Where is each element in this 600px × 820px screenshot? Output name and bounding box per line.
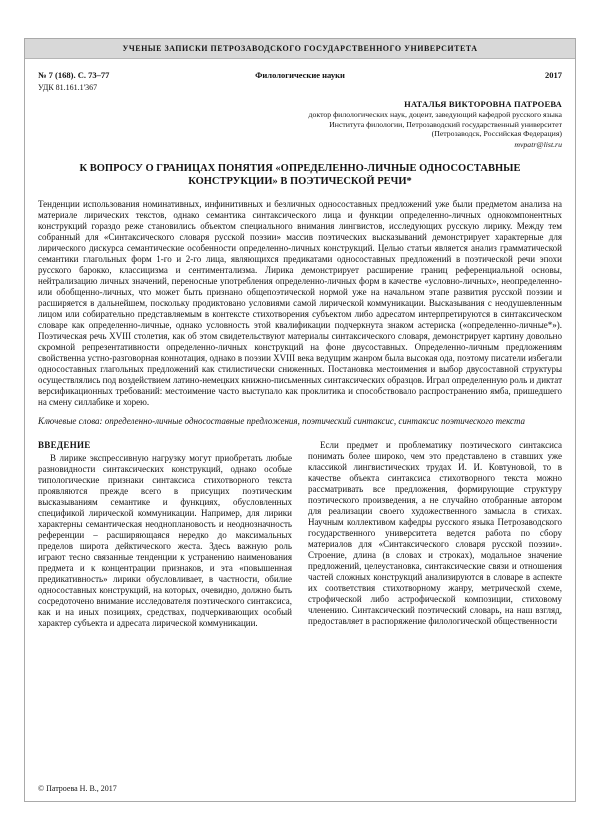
keywords-line xyxy=(38,416,562,427)
journal-title: УЧЕНЫЕ ЗАПИСКИ ПЕТРОЗАВОДСКОГО ГОСУДАРСТВЕННОГО УНИВЕРСИТЕТА xyxy=(122,44,478,53)
keywords-label: Ключевые слова: xyxy=(38,415,103,426)
keywords-text: определенно-личные односоставные предложения, поэтический синтаксис, синтаксис поэтического текста xyxy=(104,415,526,426)
author-email: mvpatr@list.ru xyxy=(514,139,562,149)
copyright-notice: © Патроева Н. В., 2017 xyxy=(38,784,117,793)
left-column-text: В лирике экспрессивную нагрузку могут приобретать любые разновидности синтаксических конструкций, однако особые типологические признаки синтаксиса стихотворного текста проявляются прежде всего в присущих поэтическим высказываниям семантике и функциях, обусловленных спецификой лирической коммуникации. Например, для лирики характерны семантическая неодноплановость и неоднозначность референции – расширяющаяся нередко до максимальных пределов широта дейктического жеста. Здесь важную роль играют тесно связанные тенденции к устранению наименования предмета и к концентрации признаков, и эта «повышенная предикативность» лирики обусловливает, в частности, обилие односоставных конструкций, на которых, очевидно, должно быть сосредоточено внимание исследователя поэтического синтаксиса, как и на иных позициях, средствах, подчеркивающих особый характер субъекта и адресата лирической коммуникации. xyxy=(38,452,292,628)
right-column-text: Если предмет и проблематику поэтического синтаксиса понимать более широко, чем это представлено в ставших уже классикой лингвистических трудах И. И. Ковтуновой, то в качестве объекта синтаксиса стихотворного текста можно рассматривать все предложения, формирующие структуру поэтического произведения, а не случайно отобранные автором для реализации своего художественного замысла в стихах. Научным коллективом кафедры русского языка Петрозаводского государственного университета ведется работа по сбору материалов для «Синтаксического словаря русской поэзии». Строение, длина (в словах и строках), модальное значение предложений, целеустановка, синтаксические связи и отношения частей сложных конструкций анализируются в словаре в аспекте их соответствия стихотворному жанру, метрической схеме, строфической либо астрофической композиции, стиховому членению. Синтаксический поэтический словарь, на наш взгляд, предоставляет в распоряжение филологической общественности xyxy=(308,439,562,626)
page-content xyxy=(25,59,575,801)
journal-header-bar xyxy=(25,39,575,59)
author-affiliation: доктор филологических наук, доцент, заведующий кафедрой русского языка Института филологии, Петрозаводский государственный университет (Петрозаводск, Российская Федерация) xyxy=(308,110,562,139)
udc-code: УДК 81.161.1'367 xyxy=(38,83,98,92)
page-frame xyxy=(24,38,576,802)
issue-pages: № 7 (168). С. 73–77 xyxy=(38,70,110,80)
author-block xyxy=(290,99,562,149)
introduction-heading: ВВЕДЕНИЕ xyxy=(38,439,91,450)
two-column-body xyxy=(38,440,562,629)
right-column xyxy=(308,440,562,629)
journal-section: Филологические науки xyxy=(255,70,345,80)
issue-info-row xyxy=(38,70,562,80)
abstract-text: Тенденции использования номинативных, инфинитивных и безличных односоставных предложений уже были предметом анализа на материале лирических текстов, однако семантика синтаксического лица и функции определенно-личных однокомпонентных конструкций гораздо реже становились объектом специального внимания лингвистов, исследующих русскую лирику. Между тем собранный для «Синтаксического словаря русской поэзии» массив поэтических высказываний демонстрирует характерные для лирического дискурса семантические особенности определенно-личных конструкций. Целью статьи является анализ грамматической семантики глагольных форм 1-го и 2-го лица, являющихся предикатами односоставных предложений в поэтической речи эпохи русского барокко, классицизма и сентиментализма. Лирика демонстрирует расширение границ референциальной основы, нейтрализацию личных значений, переносные употребления определенно-личных форм в качестве «условно-личных», неопределенно- или обобщенно-личных, что может быть признано общепоэтической нормой уже на начальном этапе развития русской поэзии и расширяется в дальнейшем, поскольку продиктовано условиями самой лирической коммуникации. Высказывания с неодушевленным лицом или собирательно представляемым в контексте стихотворения субъектом либо адресатом интерпретируются в синтаксическом словаре как определенно-личные, однако условность этой квалификации подчеркнута знаком астериска («определенно-личные*»). Поэтическая речь XVIII столетия, как об этом свидетельствуют материалы синтаксического словаря, демонстрирует картину довольно скромной репрезентативности определенно-личных конструкций на фоне двусоставных. Определенно-личным предложениям свойственна устно-разговорная коннотация, однако в поэзии XVIII века ведущим жанром была высокая ода, поэтому писатели избегали односоставных глагольных предложений как стилистически сниженных. Постановка местоимения и выбор двусоставной структуры осуществлялись под воздействием латино-немецких книжно-письменных синтаксических образцов. Играл определенную роль и диктат версификационных требований: местоимение часто выступало как проклитика и способствовало распространению ямба, пришедшего на смену силлабике и хорею. xyxy=(38,198,562,407)
issue-year: 2017 xyxy=(545,70,563,80)
author-name: НАТАЛЬЯ ВИКТОРОВНА ПАТРОЕВА xyxy=(404,99,562,109)
article-title: К ВОПРОСУ О ГРАНИЦАХ ПОНЯТИЯ «ОПРЕДЕЛЕННО-ЛИЧНЫЕ ОДНОСОСТАВНЫЕ КОНСТРУКЦИИ» В ПОЭТИЧЕСКОЙ РЕЧИ* xyxy=(79,162,521,188)
left-column xyxy=(38,440,292,629)
